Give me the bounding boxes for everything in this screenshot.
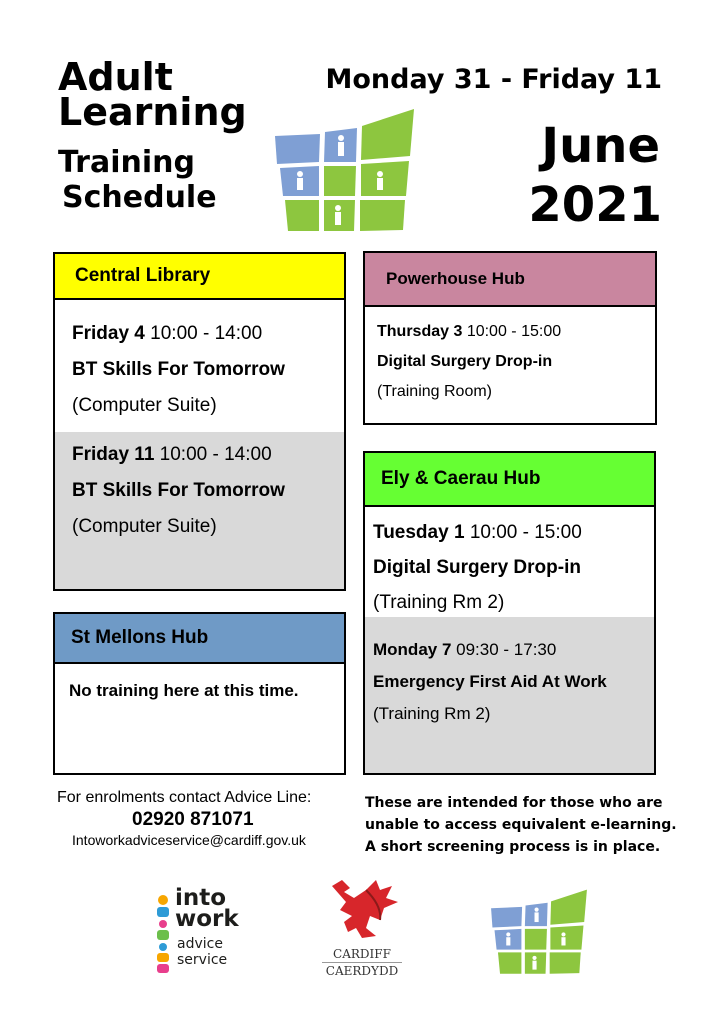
session-powerhouse-1: [365, 307, 655, 407]
central-library-card: [53, 252, 346, 591]
title-learning: Learning: [58, 90, 247, 134]
session-central-1: [55, 300, 344, 432]
date-range: Monday 31 - Friday 11: [325, 64, 662, 95]
session-day: Thursday 3: [377, 323, 463, 340]
advice-line-phone[interactable]: 02920 871071: [132, 809, 254, 830]
session-room: (Computer Suite): [72, 395, 217, 416]
ely-caerau-hub-card: [363, 451, 656, 775]
date-year: 2021: [528, 177, 662, 233]
into-work-word-service: service: [177, 952, 228, 968]
adult-learning-mosaic-logo: [272, 104, 417, 234]
ely-caerau-hub-header: [365, 453, 654, 507]
session-time: 09:30 - 17:30: [456, 640, 557, 659]
session-ely-2: [365, 617, 654, 773]
st-mellons-message: No training here at this time.: [69, 681, 299, 700]
powerhouse-hub-header: [365, 253, 655, 307]
session-room: (Training Rm 2): [373, 592, 505, 613]
session-day: Friday 4: [72, 323, 145, 344]
note-line-1: These are intended for those who are: [365, 795, 663, 811]
st-mellons-hub-name: St Mellons Hub: [71, 627, 209, 648]
session-room: (Training Room): [377, 383, 492, 400]
central-library-header: [55, 254, 344, 300]
powerhouse-hub-card: [363, 251, 657, 425]
session-day: Monday 7: [373, 640, 452, 659]
session-time: 10:00 - 15:00: [469, 522, 582, 543]
note-line-2: unable to access equivalent e-learning.: [365, 817, 677, 833]
into-work-word-advice: advice: [177, 936, 223, 952]
note-line-3: A short screening process is in place.: [365, 839, 661, 855]
session-time: 10:00 - 14:00: [150, 323, 263, 344]
subtitle-training: Training: [58, 145, 195, 180]
advice-email[interactable]: Intoworkadviceservice@cardiff.gov.uk: [72, 832, 306, 848]
session-day: Friday 11: [72, 444, 155, 465]
caerdydd-word: CAERDYDD: [322, 962, 402, 979]
into-work-figures-icon: [153, 894, 173, 974]
eligibility-note: [365, 792, 677, 858]
subtitle-schedule: Schedule: [62, 180, 217, 215]
session-course: Emergency First Aid At Work: [373, 672, 607, 691]
session-time: 10:00 - 14:00: [159, 444, 272, 465]
session-course: BT Skills For Tomorrow: [72, 359, 285, 380]
title-adult: Adult: [58, 55, 173, 99]
st-mellons-hub-header: [55, 614, 344, 664]
central-library-name: Central Library: [75, 265, 211, 286]
into-work-logo: [153, 885, 253, 974]
session-ely-1: [365, 507, 654, 617]
session-room: (Computer Suite): [72, 516, 217, 537]
session-time: 10:00 - 15:00: [466, 323, 562, 340]
cardiff-word: CARDIFF: [333, 947, 391, 961]
session-course: BT Skills For Tomorrow: [72, 480, 285, 501]
date-month: June: [541, 118, 660, 174]
enrol-text: For enrolments contact Advice Line:: [57, 789, 312, 806]
into-work-word-work: work: [175, 906, 239, 932]
session-central-2: [55, 432, 344, 589]
session-day: Tuesday 1: [373, 522, 465, 543]
session-room: (Training Rm 2): [373, 704, 491, 723]
adult-learning-mosaic-logo-small: [489, 886, 589, 976]
session-course: Digital Surgery Drop-in: [373, 557, 581, 578]
powerhouse-hub-name: Powerhouse Hub: [386, 269, 525, 288]
cardiff-council-logo: [316, 876, 408, 982]
welsh-dragon-icon: [322, 876, 402, 946]
ely-caerau-hub-name: Ely & Caerau Hub: [381, 468, 541, 489]
into-work-word-into: into: [175, 885, 227, 911]
session-course: Digital Surgery Drop-in: [377, 353, 553, 370]
st-mellons-hub-card: [53, 612, 346, 775]
